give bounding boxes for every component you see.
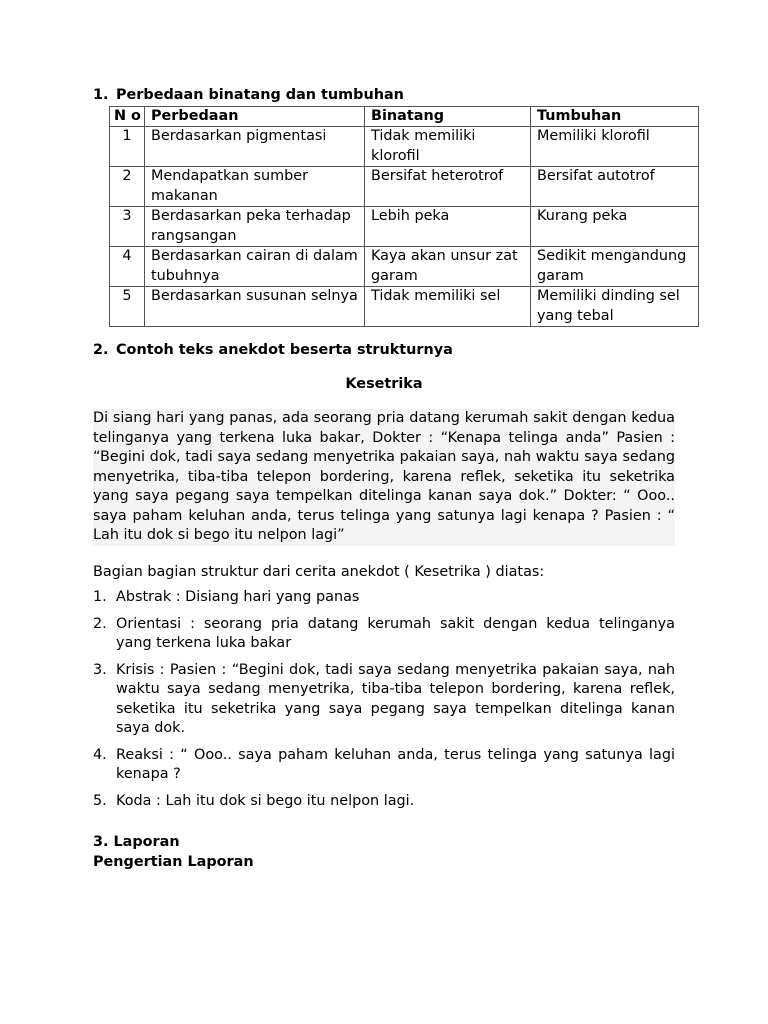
cell-perbedaan: Berdasarkan pigmentasi xyxy=(145,127,365,167)
list-item xyxy=(93,615,675,654)
cell-no: 5 xyxy=(110,287,145,327)
list-item xyxy=(93,661,675,739)
header-no: N o xyxy=(110,106,145,127)
list-item-number: 3. xyxy=(93,661,107,678)
section1-heading xyxy=(93,86,675,106)
list-item xyxy=(93,746,675,785)
cell-no: 2 xyxy=(110,167,145,207)
cell-perbedaan: Berdasarkan susunan selnya xyxy=(145,287,365,327)
table-header-row xyxy=(110,106,699,127)
cell-binatang: Lebih peka xyxy=(365,207,531,247)
story-text-block xyxy=(93,409,675,546)
section2-number: 2. xyxy=(93,342,109,358)
cell-tumbuhan: Memiliki dinding sel yang tebal xyxy=(531,287,699,327)
list-item-number: 1. xyxy=(93,589,107,605)
list-item xyxy=(93,588,675,608)
section1-title: Perbedaan binatang dan tumbuhan xyxy=(116,87,404,103)
header-binatang: Binatang xyxy=(365,106,531,127)
cell-tumbuhan: Bersifat autotrof xyxy=(531,167,699,207)
list-item-text: Reaksi : “ Ooo.. saya paham keluhan anda, terus telinga yang satunya lagi kenapa ? xyxy=(116,746,675,782)
header-perbedaan: Perbedaan xyxy=(145,106,365,127)
cell-binatang: Tidak memiliki sel xyxy=(365,287,531,327)
cell-binatang: Kaya akan unsur zat garam xyxy=(365,247,531,287)
list-item-number: 5. xyxy=(93,792,107,809)
table-row xyxy=(110,247,699,287)
list-item-number: 2. xyxy=(93,615,107,632)
section3-subtitle: Pengertian Laporan xyxy=(93,853,254,870)
list-item-text: Orientasi : seorang pria datang kerumah sakit dengan kedua telinganya yang terkena luka bakar xyxy=(116,615,675,651)
cell-tumbuhan: Sedikit mengandung garam xyxy=(531,247,699,287)
table-row xyxy=(110,207,699,247)
cell-no: 1 xyxy=(110,127,145,167)
section1-number: 1. xyxy=(93,87,109,103)
cell-no: 4 xyxy=(110,247,145,287)
table-row xyxy=(110,287,699,327)
story-text: Di siang hari yang panas, ada seorang pria datang kerumah sakit dengan kedua telinganya yang terkena luka bakar, Dokter : “Kenapa telinga anda” Pasien : “Begini dok, tadi saya sedang menyetrika pakaian saya, nah waktu saya sedang menyetrika, tiba-tiba telepon bordering, karena reflek, seketika itu seketrika yang saya pegang saya tempelkan ditelinga kanan saya dok.” Dokter: “ Ooo.. saya paham keluhan anda, terus telinga yang satunya lagi kenapa ? Pasien : “ Lah itu dok si bego itu nelpon lagi” xyxy=(93,410,675,543)
list-item-text: Krisis : Pasien : “Begini dok, tadi saya sedang menyetrika pakaian saya, nah waktu saya sedang menyetrika, tiba-tiba telepon bordering, karena reflek, seketika itu seketrika yang saya pegang saya tempelkan ditelinga kanan saya dok. xyxy=(116,661,675,736)
cell-perbedaan: Berdasarkan cairan di dalam tubuhnya xyxy=(145,247,365,287)
header-tumbuhan: Tumbuhan xyxy=(531,106,699,127)
difference-table xyxy=(109,106,699,328)
section3-title: 3. Laporan xyxy=(93,834,180,850)
cell-perbedaan: Mendapatkan sumber makanan xyxy=(145,167,365,207)
cell-tumbuhan: Memiliki klorofil xyxy=(531,127,699,167)
cell-perbedaan: Berdasarkan peka terhadap rangsangan xyxy=(145,207,365,247)
list-item-number: 4. xyxy=(93,746,107,763)
table-row xyxy=(110,127,699,167)
cell-tumbuhan: Kurang peka xyxy=(531,207,699,247)
cell-binatang: Tidak memiliki klorofil xyxy=(365,127,531,167)
list-item-text: Abstrak : Disiang hari yang panas xyxy=(116,589,360,605)
story-title: Kesetrika xyxy=(345,375,423,392)
section2-title: Contoh teks anekdot beserta strukturnya xyxy=(116,342,453,358)
structure-list xyxy=(93,588,675,811)
cell-no: 3 xyxy=(110,207,145,247)
document-page xyxy=(93,86,687,872)
list-item xyxy=(93,792,675,812)
table-row xyxy=(110,167,699,207)
structure-intro: Bagian bagian struktur dari cerita anekdot ( Kesetrika ) diatas: xyxy=(93,563,545,580)
cell-binatang: Bersifat heterotrof xyxy=(365,167,531,207)
section2-heading xyxy=(93,341,675,361)
list-item-text: Koda : Lah itu dok si bego itu nelpon lagi. xyxy=(116,792,415,809)
